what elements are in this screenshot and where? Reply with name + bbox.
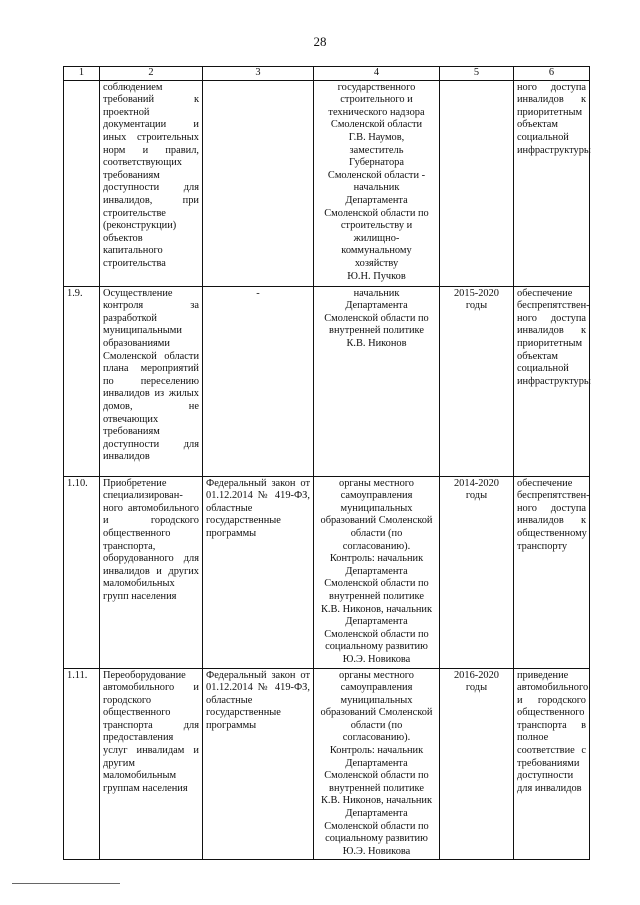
table-row (64, 668, 590, 860)
result-cell: ного доступа инвалидов к приоритетным объектам социальной инфраструктуры (514, 80, 590, 286)
executor-line: К.В. Никонов (346, 337, 407, 349)
executor-line: Ю.Н. Пучков (347, 270, 406, 282)
result-cell: приведение автомобильного и городского общественного транспорта в полное соответствие с требованиями доступности для инвалидов (514, 668, 590, 860)
executor-line: К.В. Никонов, начальник (320, 603, 433, 615)
executor-line: начальник (353, 182, 400, 194)
executor-line: социальному развитию (325, 833, 428, 845)
result-cell: обеспечение беспрепятствен-ного доступа инвалидов к общественному транспорту (514, 476, 590, 668)
executor-line: образований Смоленской (320, 707, 433, 719)
event-cell: Осуществление контроля за разработкой муниципальными образованиями Смоленской области плана мероприятий по переселению инвалидов из жилых домов, не отвечающих требованиям доступности для инвалидов (100, 286, 203, 476)
executor-line: Контроль: начальник (329, 553, 424, 565)
header-cell: 1 (64, 67, 100, 81)
executor-line: Департамента (345, 194, 408, 206)
basis-cell: Федеральный закон от 01.12.2014 № 419-ФЗ, областные государственные программы (203, 476, 314, 668)
executor-line: образований Смоленской (320, 515, 433, 527)
event-cell: Приобретение специализирован-ного автомобильного и городского общественного транспорта, оборудованного для инвалидов и других маломобильных групп населения (100, 476, 203, 668)
executor-line: муниципальных (340, 694, 413, 706)
executor-line: начальник (353, 287, 400, 299)
executor-line: Смоленской области по (324, 628, 429, 640)
measures-table (63, 66, 590, 860)
executor-line: согласованию). (342, 732, 411, 744)
executor-line: внутренней политике (329, 325, 424, 337)
executor-line: внутренней политике (329, 590, 424, 602)
executors-cell (314, 476, 440, 668)
executor-line: Департамента (345, 808, 408, 820)
result-cell: обеспечение беспрепятствен-ного доступа инвалидов к приоритетным объектам социальной инфраструктуры (514, 286, 590, 476)
basis-cell: - (203, 286, 314, 476)
table-row (64, 286, 590, 476)
basis-cell (203, 80, 314, 286)
executor-line: строительству и (340, 220, 413, 232)
period-cell: 2015-2020 годы (440, 286, 514, 476)
executor-line: согласованию). (342, 540, 411, 552)
executor-line: Смоленской области (330, 119, 423, 131)
executor-line: государственного (337, 81, 416, 93)
header-cell: 2 (100, 67, 203, 81)
executor-line: Смоленской области - (327, 169, 426, 181)
executor-line: области (по (350, 719, 403, 731)
executor-line: Губернатора (349, 157, 404, 169)
executor-line: Смоленской области по (324, 578, 429, 590)
executor-line: К.В. Никонов, начальник (320, 795, 433, 807)
executor-line: заместитель (349, 144, 404, 156)
executors-cell (314, 80, 440, 286)
row-number: 1.11. (64, 668, 100, 860)
header-cell: 6 (514, 67, 590, 81)
executor-line: Департамента (345, 757, 408, 769)
executor-line: Г.В. Наумов, (348, 131, 405, 143)
executor-line: коммунальному (341, 245, 412, 257)
row-number (64, 80, 100, 286)
event-cell: соблюдением требований к проектной документации и иных строительных норм и правил, соответствующих требованиям доступности для инвалидов, при строительстве (реконструкции) объектов капитального строительства (100, 80, 203, 286)
period-cell: 2016-2020 годы (440, 668, 514, 860)
header-cell: 4 (314, 67, 440, 81)
executor-line: Контроль: начальник (329, 745, 424, 757)
table-row (64, 80, 590, 286)
period-cell (440, 80, 514, 286)
executor-line: Смоленской области по (324, 820, 429, 832)
executor-line: хозяйству (354, 257, 399, 269)
page-number: 28 (313, 34, 327, 49)
executor-line: Департамента (345, 565, 408, 577)
executor-line: Смоленской области по (324, 312, 429, 324)
table-header-row (64, 67, 590, 81)
table-row (64, 476, 590, 668)
executor-line: муниципальных (340, 502, 413, 514)
header-cell: 3 (203, 67, 314, 81)
row-number: 1.9. (64, 286, 100, 476)
basis-cell: Федеральный закон от 01.12.2014 № 419-ФЗ, областные государственные программы (203, 668, 314, 860)
executor-line: жилищно- (353, 232, 400, 244)
footer-divider (12, 883, 120, 884)
executor-line: самоуправления (340, 682, 413, 694)
executor-line: области (по (350, 527, 403, 539)
event-cell: Переоборудование автомобильного и городского общественного транспорта для предоставления услуг инвалидам и другим маломобильным группам населения (100, 668, 203, 860)
executor-line: Департамента (345, 616, 408, 628)
executors-cell (314, 668, 440, 860)
executor-line: Смоленской области по (324, 770, 429, 782)
executor-line: органы местного (339, 477, 414, 489)
executor-line: внутренней политике (329, 782, 424, 794)
executor-line: самоуправления (340, 490, 413, 502)
executor-line: строительного и (340, 94, 413, 106)
period-cell: 2014-2020 годы (440, 476, 514, 668)
executor-line: Смоленской области по (324, 207, 429, 219)
header-cell: 5 (440, 67, 514, 81)
executor-line: Департамента (345, 300, 408, 312)
row-number: 1.10. (64, 476, 100, 668)
executors-cell (314, 286, 440, 476)
executor-line: Ю.Э. Новикова (342, 845, 411, 857)
executor-line: Ю.Э. Новикова (342, 653, 411, 665)
executor-line: органы местного (339, 669, 414, 681)
executor-line: социальному развитию (325, 641, 428, 653)
executor-line: технического надзора (328, 106, 425, 118)
